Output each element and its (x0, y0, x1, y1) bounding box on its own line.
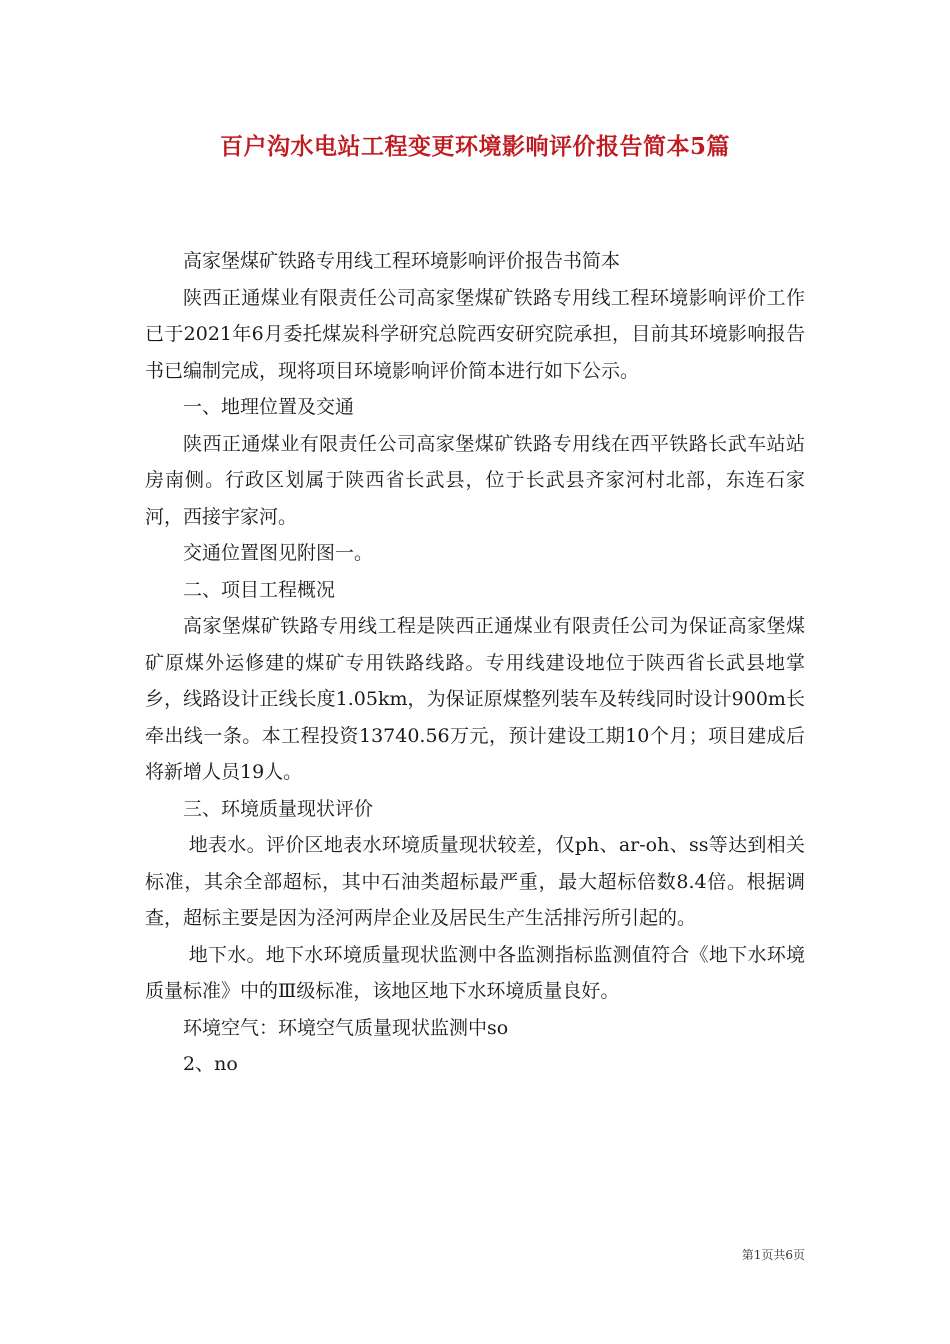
paragraph-location: 陕西正通煤业有限责任公司高家堡煤矿铁路专用线在西平铁路长武车站站房南侧。行政区划属于陕西省长武县，位于长武县齐家河村北部，东连石家河，西接宇家河。 (145, 432, 805, 528)
document-body (145, 243, 805, 1083)
paragraph-subtitle: 高家堡煤矿铁路专用线工程环境影响评价报告书简本 (183, 250, 621, 272)
paragraph-intro: 陕西正通煤业有限责任公司高家堡煤矿铁路专用线工程环境影响评价工作已于2021年6月委托煤炭科学研究总院西安研究院承担，目前其环境影响报告书已编制完成，现将项目环境影响评价简本进行如下公示。 (145, 286, 805, 382)
document-title: 百户沟水电站工程变更环境影响评价报告简本5篇 (219, 133, 730, 160)
paragraph-overview: 高家堡煤矿铁路专用线工程是陕西正通煤业有限责任公司为保证高家堡煤矿原煤外运修建的煤矿专用铁路线路。专用线建设地位于陕西省长武县地掌乡，线路设计正线长度1.05km，为保证原煤整列装车及转线同时设计900m长牵出线一条。本工程投资13740.56万元，预计建设工期10个月；项目建成后将新增人员19人。 (145, 615, 805, 783)
section-heading-environment: 三、环境质量现状评价 (183, 797, 374, 820)
paragraph-air: 环境空气：环境空气质量现状监测中so (183, 1016, 509, 1039)
page-number: 第1页共6页 (741, 1248, 805, 1262)
paragraph-groundwater: 地下水。地下水环境质量现状监测中各监测指标监测值符合《地下水环境质量标准》中的Ⅲ级标准，该地区地下水环境质量良好。 (145, 943, 805, 1002)
section-heading-location: 一、地理位置及交通 (183, 396, 355, 418)
paragraph-traffic-map: 交通位置图见附图一。 (183, 542, 374, 564)
section-heading-overview: 二、项目工程概况 (183, 578, 336, 601)
paragraph-surface-water: 地表水。评价区地表水环境质量现状较差，仅ph、ar-oh、ss等达到相关标准，其余全部超标，其中石油类超标最严重，最大超标倍数8.4倍。根据调查，超标主要是因为泾河两岸企业及居民生产生活排污所引起的。 (145, 834, 805, 929)
paragraph-air-continued: 2、no (183, 1053, 238, 1075)
